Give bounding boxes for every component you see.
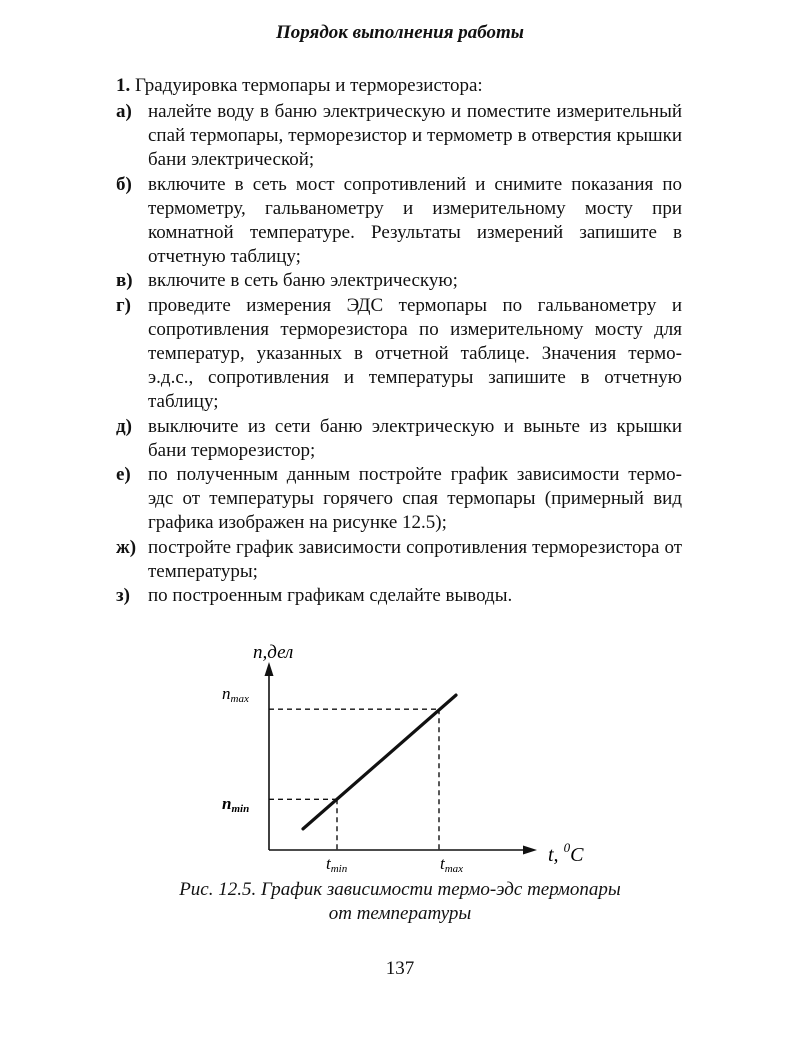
page-number: 137 [385,958,415,979]
x-tick-t-min: tmin [326,854,348,873]
item-text: проведите измерения ЭДС термопары по гальванометру и сопротивления терморезистора по измерительному мосту для температур, указанных в отчетной таблице. Значения термо-э.д.с., сопротивления и температуры запишите в отчетную таблицу; [148,294,682,413]
y-axis-arrow [265,662,274,676]
caption-line: от температуры [328,903,472,924]
step-title: Градуировка термопары и терморезистора: [135,75,483,96]
item-text: по построенным графикам сделайте выводы. [148,585,513,607]
figure-caption [0,878,800,926]
item-text: по полученным данным постройте график зависимости термо-эдс от температуры горячего спая термопары (примерный вид графика изображен на рисунке 12.5); [148,464,682,534]
x-axis-label: t, $^0$C [548,840,584,866]
step-number: 1. [116,75,131,96]
item-marker: з) [116,585,130,607]
instruction-list [116,100,682,608]
series-line-0 [303,695,456,829]
list-item [116,100,682,173]
item-text: выключите из сети баню электрическую и выньте из крышки бани терморезистор; [148,415,682,461]
x-tick-t-max: tmax [440,854,464,873]
list-item [116,536,682,584]
item-marker: а) [116,101,132,122]
item-text: налейте воду в баню электрическую и поместите измерительный спай термопары, терморезистор и термометр в отверстия крышки бани электрической; [148,101,682,171]
caption-line: Рис. 12.5. График зависимости термо-эдс термопары [179,879,621,900]
list-item [116,294,682,415]
list-item [116,173,682,270]
y-tick-n-max: nmax [222,684,249,705]
item-marker: б) [116,173,132,195]
thermo-emf-chart [200,638,600,873]
item-text: включите в сеть баню электрическую; [148,270,458,292]
item-marker: г) [116,294,131,316]
list-item [116,415,682,463]
section-heading: Порядок выполнения работы [276,22,524,43]
item-marker: е) [116,464,131,486]
item-text: постройте график зависимости сопротивления терморезистора от температуры; [148,536,682,582]
step-intro [116,75,483,97]
item-marker: в) [116,270,133,292]
list-item [116,584,682,608]
item-text: включите в сеть мост сопротивлений и снимите показания по термометру, гальванометру и измерительному мосту при комнатной температуре. Результаты измерений запишите в отчетную таблицу; [148,173,682,268]
item-marker: д) [116,415,132,437]
x-axis-arrow [523,846,537,855]
list-item [116,269,682,293]
y-tick-n-min: nmin [222,794,250,815]
item-marker: ж) [116,536,137,558]
y-axis-label: n,дел [253,642,294,663]
list-item [116,463,682,536]
